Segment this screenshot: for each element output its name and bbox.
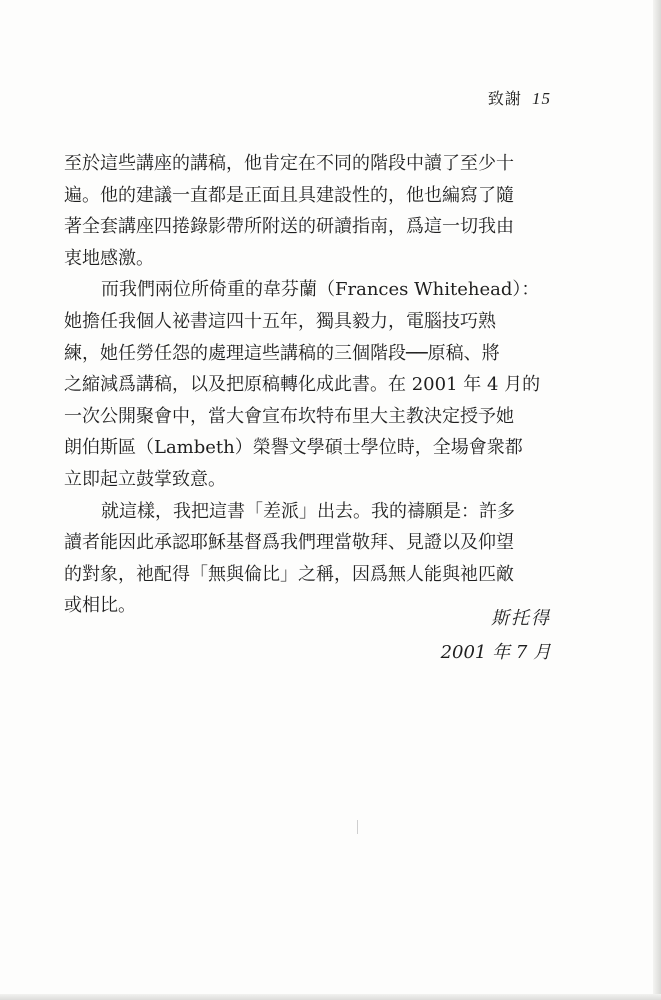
- signature-date: 2001 年 7 月: [440, 642, 551, 663]
- paragraph-1: [64, 148, 558, 274]
- author-signature: 斯托得: [491, 608, 551, 629]
- text-line: 一次公開聚會中，當大會宣布坎特布里大主教決定授予她: [64, 405, 514, 427]
- text-line: 至於這些講座的講稿，他肯定在不同的階段中讀了至少十: [64, 153, 514, 174]
- section-title: 致謝: [487, 89, 522, 108]
- text-line: 就這樣，我把這書「差派」出去。我的禱願是：許多: [101, 500, 515, 522]
- text-line: 她擔任我個人祕書這四十五年，獨具毅力，電腦技巧熟: [64, 310, 496, 332]
- text-line: 練，她任勞任怨的處理這些講稿的三個階段──原稿、將: [64, 342, 500, 364]
- text-line: 讀者能因此承認耶穌基督爲我們理當敬拜、見證以及仰望: [64, 532, 514, 554]
- scan-edge-right: [653, 0, 661, 1000]
- signature-block: [441, 602, 551, 670]
- text-line: 而我們兩位所倚重的韋芬蘭（Frances Whitehead）：: [101, 279, 540, 301]
- body-text: [64, 148, 558, 622]
- running-header: [488, 86, 551, 109]
- text-line: 遍。他的建議一直都是正面且具建設性的，他也編寫了隨: [64, 184, 514, 206]
- text-line: 衷地感激。: [64, 247, 154, 269]
- page-number: 15: [532, 89, 551, 108]
- paragraph-2: [64, 274, 558, 495]
- text-line: 之縮減爲講稿，以及把原稿轉化成此書。在 2001 年 4 月的: [64, 374, 541, 396]
- text-line: 朗伯斯區（Lambeth）榮譽文學碩士學位時，全場會衆都: [64, 437, 523, 459]
- text-line: 著全套講座四捲錄影帶所附送的研讀指南，爲這一切我由: [64, 216, 514, 238]
- text-line: 的對象，祂配得「無與倫比」之稱，因爲無人能與祂匹敵: [64, 563, 514, 585]
- text-line: 或相比。: [64, 595, 136, 617]
- scan-speck: [357, 820, 358, 834]
- text-line: 立即起立鼓掌致意。: [64, 468, 226, 490]
- scan-edge-bottom: [0, 994, 661, 1000]
